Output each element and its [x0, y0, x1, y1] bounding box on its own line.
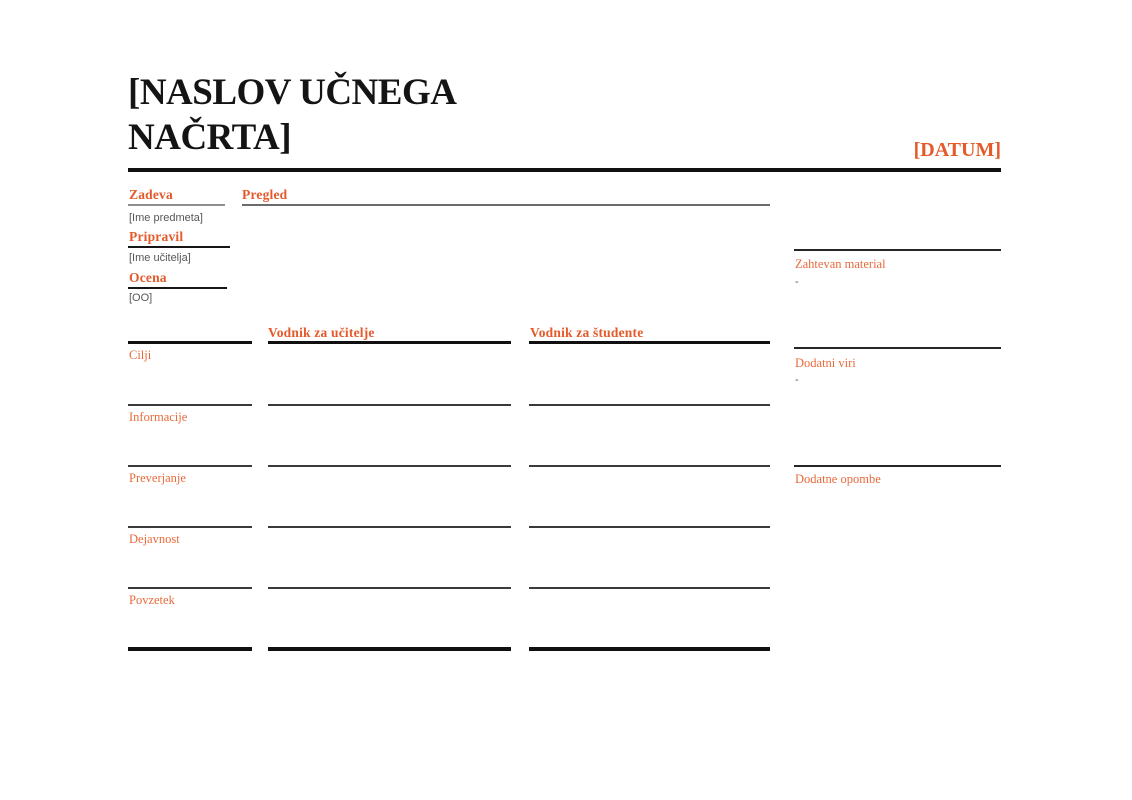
sidebar-rule-resources [794, 347, 1001, 349]
date-placeholder[interactable]: [DATUM] [913, 139, 1001, 161]
row-label-information: Informacije [129, 410, 188, 424]
overview-label: Pregled [242, 187, 288, 202]
subject-value-placeholder[interactable]: [Ime predmeta] [129, 212, 203, 224]
required-material-label: Zahtevan material [795, 257, 886, 271]
teacher-guide-header: Vodnik za učitelje [268, 325, 375, 340]
additional-resources-value[interactable]: - [795, 374, 799, 386]
grid-row-rule [529, 526, 770, 528]
sidebar-rule-notes [794, 465, 1001, 467]
student-guide-header: Vodnik za študente [530, 325, 644, 340]
grid-row-rule [128, 587, 252, 589]
grade-value-placeholder[interactable]: [OO] [129, 292, 153, 304]
grid-bottom-rule [268, 647, 511, 651]
overview-content-area[interactable] [242, 210, 770, 325]
grid-row-rule [128, 465, 252, 467]
grid-row-rule [268, 587, 511, 589]
prepared-by-value-placeholder[interactable]: [Ime učitelja] [129, 252, 191, 264]
grid-row-rule [268, 404, 511, 406]
additional-notes-value[interactable] [795, 491, 1001, 611]
document-title-placeholder[interactable]: [NASLOV UČNEGA NAČRTA] [128, 72, 455, 158]
row-label-activity: Dejavnost [129, 532, 180, 546]
sidebar-rule-materials [794, 249, 1001, 251]
grid-row-rule [529, 587, 770, 589]
title-divider [128, 168, 1001, 172]
grid-row-rule [128, 404, 252, 406]
grid-header-rule-col1 [268, 341, 511, 344]
prepared-by-label: Pripravil [129, 229, 184, 244]
prepared-by-underline [128, 246, 230, 248]
grid-bottom-rule [529, 647, 770, 651]
grid-bottom-rule [128, 647, 252, 651]
overview-underline [242, 204, 770, 206]
row-label-goals: Cilji [129, 348, 152, 362]
additional-resources-label: Dodatni viri [795, 356, 856, 370]
grade-label: Ocena [129, 270, 167, 285]
grid-row-rule [268, 526, 511, 528]
additional-notes-label: Dodatne opombe [795, 472, 881, 486]
grid-row-rule [128, 526, 252, 528]
grid-row-rule [529, 465, 770, 467]
grid-row-rule [268, 465, 511, 467]
subject-underline [128, 204, 225, 206]
row-label-verification: Preverjanje [129, 471, 186, 485]
row-label-summary: Povzetek [129, 593, 175, 607]
grid-header-rule-labels [128, 341, 252, 344]
subject-label: Zadeva [129, 187, 173, 202]
grid-header-rule-col2 [529, 341, 770, 344]
required-material-value[interactable]: - [795, 276, 799, 288]
grade-underline [128, 287, 227, 289]
grid-row-rule [529, 404, 770, 406]
